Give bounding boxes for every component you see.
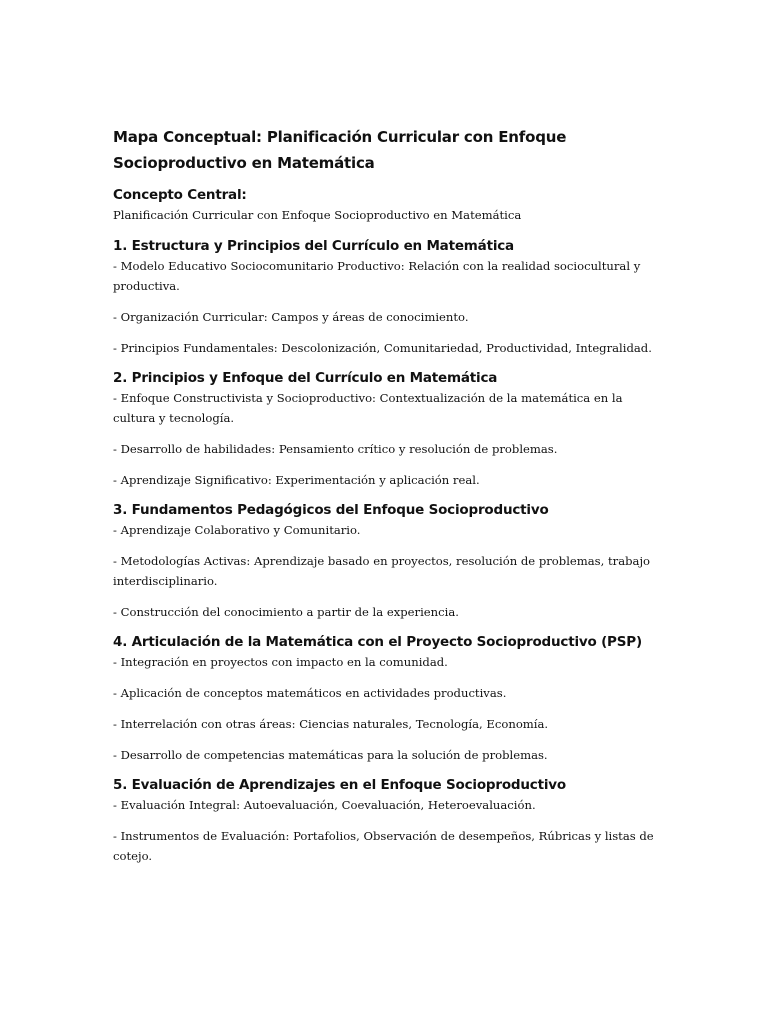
- section-item: - Aprendizaje Colaborativo y Comunitario.: [113, 523, 361, 537]
- section-item: - Organización Curricular: Campos y áreas de conocimiento.: [113, 310, 469, 324]
- central-concept-text: Planificación Curricular con Enfoque Socioproductivo en Matemática: [113, 208, 522, 222]
- document-page: [113, 124, 658, 876]
- section-1: [113, 236, 658, 358]
- section-item: - Aprendizaje Significativo: Experimentación y aplicación real.: [113, 473, 480, 487]
- section-2: [113, 368, 658, 490]
- section-item: - Aplicación de conceptos matemáticos en actividades productivas.: [113, 686, 507, 700]
- section-3: [113, 500, 658, 622]
- section-item: - Evaluación Integral: Autoevaluación, Coevaluación, Heteroevaluación.: [113, 798, 536, 812]
- section-heading: 4. Articulación de la Matemática con el Proyecto Socioproductivo (PSP): [113, 634, 642, 650]
- section-heading: 1. Estructura y Principios del Currículo en Matemática: [113, 238, 514, 254]
- section-heading: 5. Evaluación de Aprendizajes en el Enfoque Socioproductivo: [113, 777, 566, 793]
- section-heading: 3. Fundamentos Pedagógicos del Enfoque Socioproductivo: [113, 502, 549, 518]
- section-item: - Instrumentos de Evaluación: Portafolios, Observación de desempeños, Rúbricas y listas de cotejo.: [113, 829, 654, 863]
- section-item: - Desarrollo de habilidades: Pensamiento crítico y resolución de problemas.: [113, 442, 558, 456]
- section-item: - Enfoque Constructivista y Socioproductivo: Contextualización de la matemática en la cultura y tecnología.: [113, 391, 623, 425]
- section-item: - Construcción del conocimiento a partir de la experiencia.: [113, 605, 459, 619]
- section-4: [113, 632, 658, 765]
- section-item: - Metodologías Activas: Aprendizaje basado en proyectos, resolución de problemas, trabajo interdisciplinario.: [113, 554, 651, 588]
- section-item: - Desarrollo de competencias matemáticas para la solución de problemas.: [113, 748, 548, 762]
- document-title: Mapa Conceptual: Planificación Curricular con Enfoque Socioproductivo en Matemática: [113, 128, 567, 172]
- section-item: - Interrelación con otras áreas: Ciencias naturales, Tecnología, Economía.: [113, 717, 549, 731]
- section-item: - Modelo Educativo Sociocomunitario Productivo: Relación con la realidad sociocultural y productiva.: [113, 259, 641, 293]
- central-concept-heading: Concepto Central:: [113, 187, 247, 203]
- section-item: - Principios Fundamentales: Descolonización, Comunitariedad, Productividad, Integralidad.: [113, 341, 652, 355]
- section-item: - Integración en proyectos con impacto en la comunidad.: [113, 655, 448, 669]
- section-5: [113, 775, 658, 866]
- section-heading: 2. Principios y Enfoque del Currículo en Matemática: [113, 370, 498, 386]
